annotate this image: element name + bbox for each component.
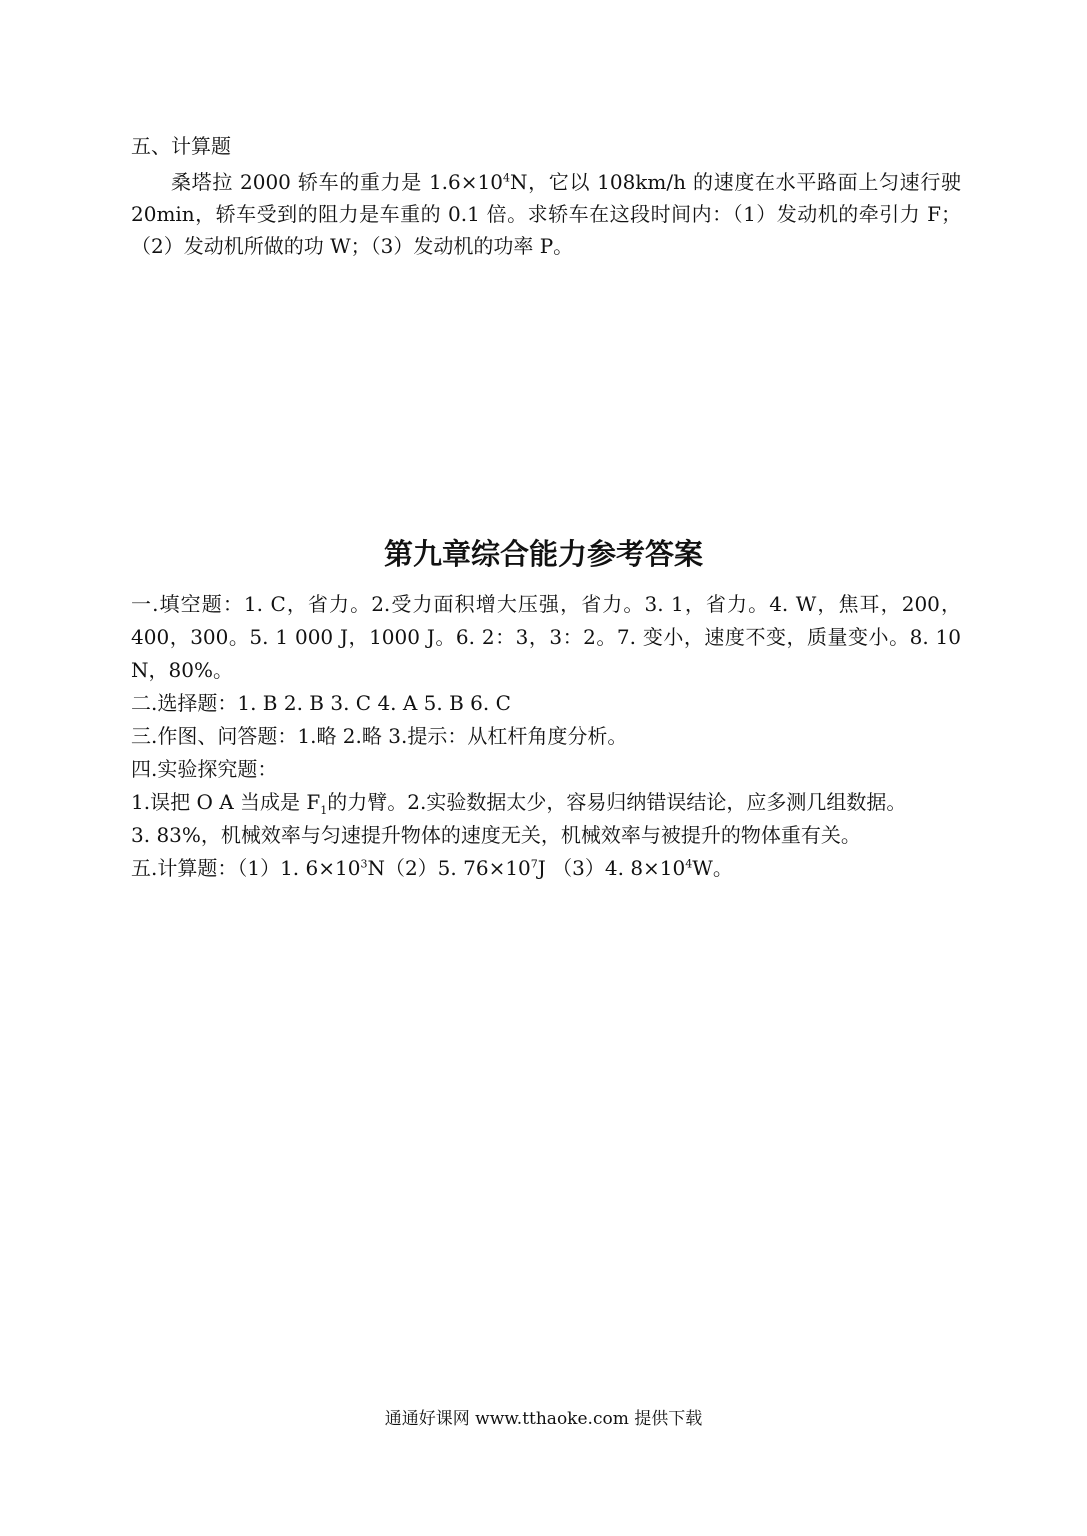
problem-text-1: 桑塔拉 2000 轿车的重力是 1.6×10 [171,170,503,194]
answer-drawing: 三.作图、问答题：1.略 2.略 3.提示：从杠杆角度分析。 [131,724,628,748]
calculation-problem [131,166,961,262]
calc-text-a: 五.计算题：（1）1. 6×10 [131,856,361,880]
calc-text-c: J （3）4. 8×10 [537,856,686,880]
footer-text: 通通好课网 www.tthaoke.com 提供下载 [384,1409,703,1429]
answer-experiment-heading: 四.实验探究题： [131,757,278,781]
experiment-subscript: 1 [320,804,328,817]
calc-exponent-3: 4 [685,857,693,871]
calc-text-b: N（2）5. 76×10 [367,856,531,880]
answer-choice: 二.选择题：1. B 2. B 3. C 4. A 5. B 6. C [131,691,511,715]
answer-block [131,588,961,885]
problem-exponent: 4 [502,171,510,185]
experiment-text-a: 1.误把 O A 当成是 F [131,790,321,814]
section-heading: 五、计算题 [131,134,231,158]
answer-experiment-2: 3. 83%，机械效率与匀速提升物体的速度无关，机械效率与被提升的物体重有关。 [131,823,861,847]
answer-calculation [131,852,961,885]
answer-fill-blank: 一.填空题：1. C，省力。2.受力面积增大压强，省力。3. 1，省力。4. W，焦耳，200，400，300。5. 1 000 J，1000 J。6. 2：3，3：2。7. 变小，速度不变，质量变小。8. 10 N，80%。 [131,592,961,682]
experiment-text-b: 的力臂。2.实验数据太少，容易归纳错误结论，应多测几组数据。 [327,790,907,814]
calc-exponent-1: 3 [360,857,368,871]
problem-text-2: N，它以 108km/h 的速度在水平路面上匀速行驶 20min，轿车受到的阻力是车重的 0.1 倍。求轿车在这段时间内：（1）发动机的牵引力 F；（2）发动机所做的功 W；（3）发动机的功率 P。 [131,170,961,258]
answer-experiment-1 [131,786,961,819]
calc-text-d: W。 [692,856,733,880]
calc-exponent-2: 7 [530,857,538,871]
answer-title: 第九章综合能力参考答案 [383,537,703,571]
